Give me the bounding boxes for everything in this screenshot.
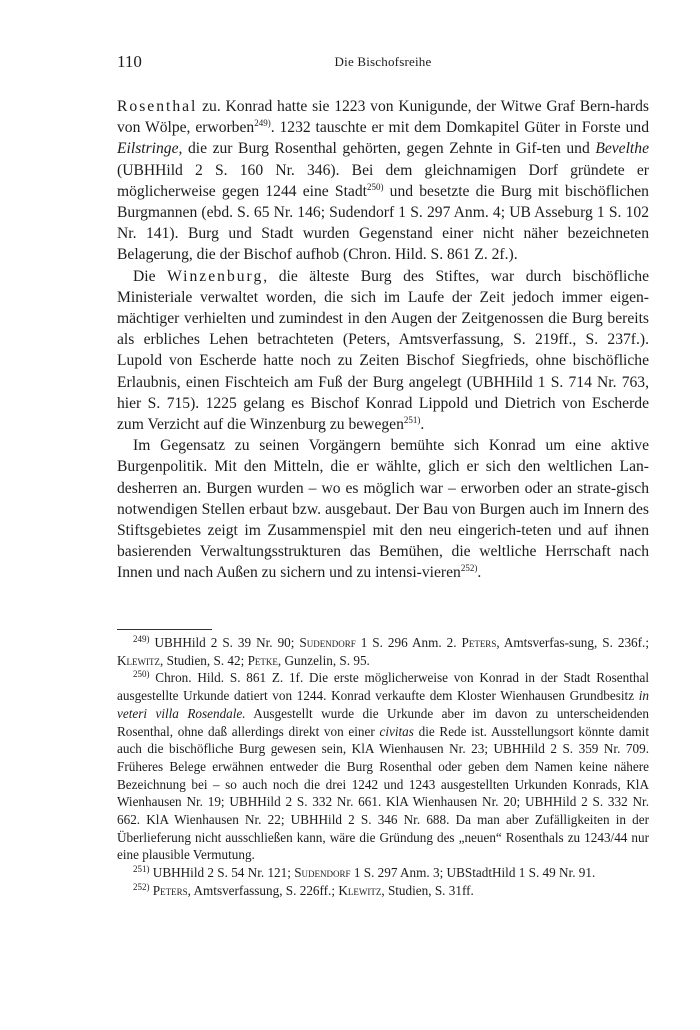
footnote-mark: 250) [133,669,150,680]
text-run: , Amtsverfas-sung, S. 236f.; [496,635,649,650]
italic-term: Eilstringe, [117,140,183,158]
spaced-term: Rosenthal [117,98,198,115]
footnotes [117,634,649,900]
author-name: Peters [152,882,188,898]
text-run: 1 S. 297 Anm. 3; UBStadtHild 1 S. 49 Nr. 91. [350,865,596,881]
text-run: , Gunzelin, S. 95. [277,652,370,668]
footnote-reference: 252) [460,563,478,574]
author-name: Petke [247,652,278,668]
italic-term: in veteri villa Rosendale. [117,688,649,721]
text-run: Ausgestellt wurde die Urkunde aber im davon zu unterscheidenden Rosenthal, ohne daß allerdings direkt von einer [117,705,649,739]
text-run: , Studien, S. 42; [160,652,248,668]
author-name: Peters [461,635,497,650]
author-name: Klewitz [117,652,161,668]
spaced-term: Winzenburg [167,267,264,285]
footnote-mark: 251) [133,864,150,875]
text-run: . [477,564,482,582]
author-name: Sudendorf [294,865,351,881]
main-text [117,96,649,584]
footnote-251 [117,864,649,882]
footnote-252 [117,882,649,900]
text-run: . 1232 tauschte er mit dem Domkapitel Güter in Forste und [270,119,649,137]
text-run: , Amtsverfassung, S. 226ff.; [187,882,339,898]
text-run: die zur Burg Rosenthal gehörten, gegen Zehnte in Gif-ten und [182,140,596,158]
author-name: Sudendorf [299,635,356,650]
text-run: UBHHild 2 S. 54 Nr. 121; [149,865,295,881]
text-run: (UBHHild 2 S. 160 Nr. 346). Bei dem gleichnamigen Dorf gründete er möglicherweise gegen 1244 eine Stadt [117,161,649,200]
italic-term: civitas [379,723,414,739]
text-run: , die älteste Burg des Stiftes, war durch bischöfliche Ministeriale verwaltet worden, die sich im Laufe der Zeit jedoch immer eigen-mächtiger verhielten und zumindest in den Augen der Zeitgenossen die Burg bereits als erbliches Lehen betrachteten (Peters, Amtsverfassung, S. 219ff., S. 237f.). Lupold von Escherde hatte noch zu Zeiten Bischof Siegfrieds, ohne bischöfliche Erlaubnis, einen Fischteich am Fuß der Burg angelegt (UBHHild 1 S. 714 Nr. 763, hier S. 715). 1225 gelang es Bischof Konrad Lippold und Dietrich von Escherde zum Verzicht auf die Winzenburg zu bewegen [117,267,649,434]
footnote-249 [117,634,649,669]
text-run: . [420,416,425,434]
footnote-reference: 250) [366,181,384,192]
running-head: Die Bischofsreihe [334,54,432,69]
page-header [117,52,649,72]
footnote-separator [117,629,212,630]
italic-term: Bevelthe [595,140,649,158]
paragraph-3 [117,435,649,583]
footnote-mark: 249) [133,634,150,644]
footnote-mark: 252) [133,881,150,892]
text-run: Im Gegensatz zu seinen Vorgängern bemühte sich Konrad um eine aktive Burgenpolitik. Mit den Mitteln, die er wählte, glich er sich den weltlichen Lan-desherren an. Burgen wurden – wo es möglich war – erworben oder an strate-gisch notwendigen Stellen erbaut bzw. ausgebaut. Der Bau von Burgen auch im Innern des Stiftsgebietes zeigt im Zusammenspiel mit den neu eingerich-teten und auf ihnen basierenden Verwaltungsstrukturen das Bemühen, die weltliche Herrschaft nach Innen und nach Außen zu sichern und zu intensi-vieren [117,437,649,582]
text-run: zu. Konrad hatte sie 1223 von Kunigunde, der Witwe Graf Bern-hards von Wölpe, erworben [117,98,649,137]
footnote-reference: 251) [403,415,421,426]
text-run: Die [133,267,168,285]
text-run: die Rede ist. Ausstellungsort könnte damit auch die bischöfliche Burg gewesen sein, KlA Wienhausen Nr. 23; UBHHild 2 S. 359 Nr. 709. Früheres Belege erwähnen entweder die Burg Rosenthal oder geben dem Namen keine nähere Bezeichnung bei – so auch noch die drei 1242 und 1243 ausgestellten Urkunden Konrads, KlA Wienhausen Nr. 19; UBHHild 2 S. 332 Nr. 661. KlA Wienhausen Nr. 20; UBHHild 2 S. 332 Nr. 662. KlA Wienhausen Nr. 22; UBHHild 2 S. 346 Nr. 688. Da man aber Zufälligkeiten in der Überlieferung nicht ausschließen kann, wäre die Gründung des „neuen“ Rosenthals zu 1243/44 nur eine plausible Vermutung. [117,723,650,863]
page-number: 110 [117,52,142,71]
author-name: Klewitz [338,882,382,898]
text-run: und besetzte die Burg mit bischöflichen Burgmannen (ebd. S. 65 Nr. 146; Sudendorf 1 S. 297 Anm. 4; UB Asseburg 1 S. 102 Nr. 141). Burg und Stadt wurden Gegenstand einer nicht näher bezeichneten Belagerung, die der Bischof aufhob (Chron. Hild. S. 861 Z. 2f.). [117,182,649,264]
footnote-250 [117,669,649,864]
paragraph-2 [117,266,649,436]
text-run: , Studien, S. 31ff. [381,882,474,898]
text-run: 1 S. 296 Anm. 2. [355,635,462,650]
text-run: UBHHild 2 S. 39 Nr. 90; [149,635,300,650]
paragraph-1 [117,96,649,266]
footnote-reference: 249) [254,118,271,129]
text-run: Chron. Hild. S. 861 Z. 1f. Die erste möglicherweise von Konrad in der Stadt Rosenthal ausgestellte Urkunde datiert von 1244. Konrad verkaufte dem Kloster Wienhausen Grundbesitz [117,670,649,704]
